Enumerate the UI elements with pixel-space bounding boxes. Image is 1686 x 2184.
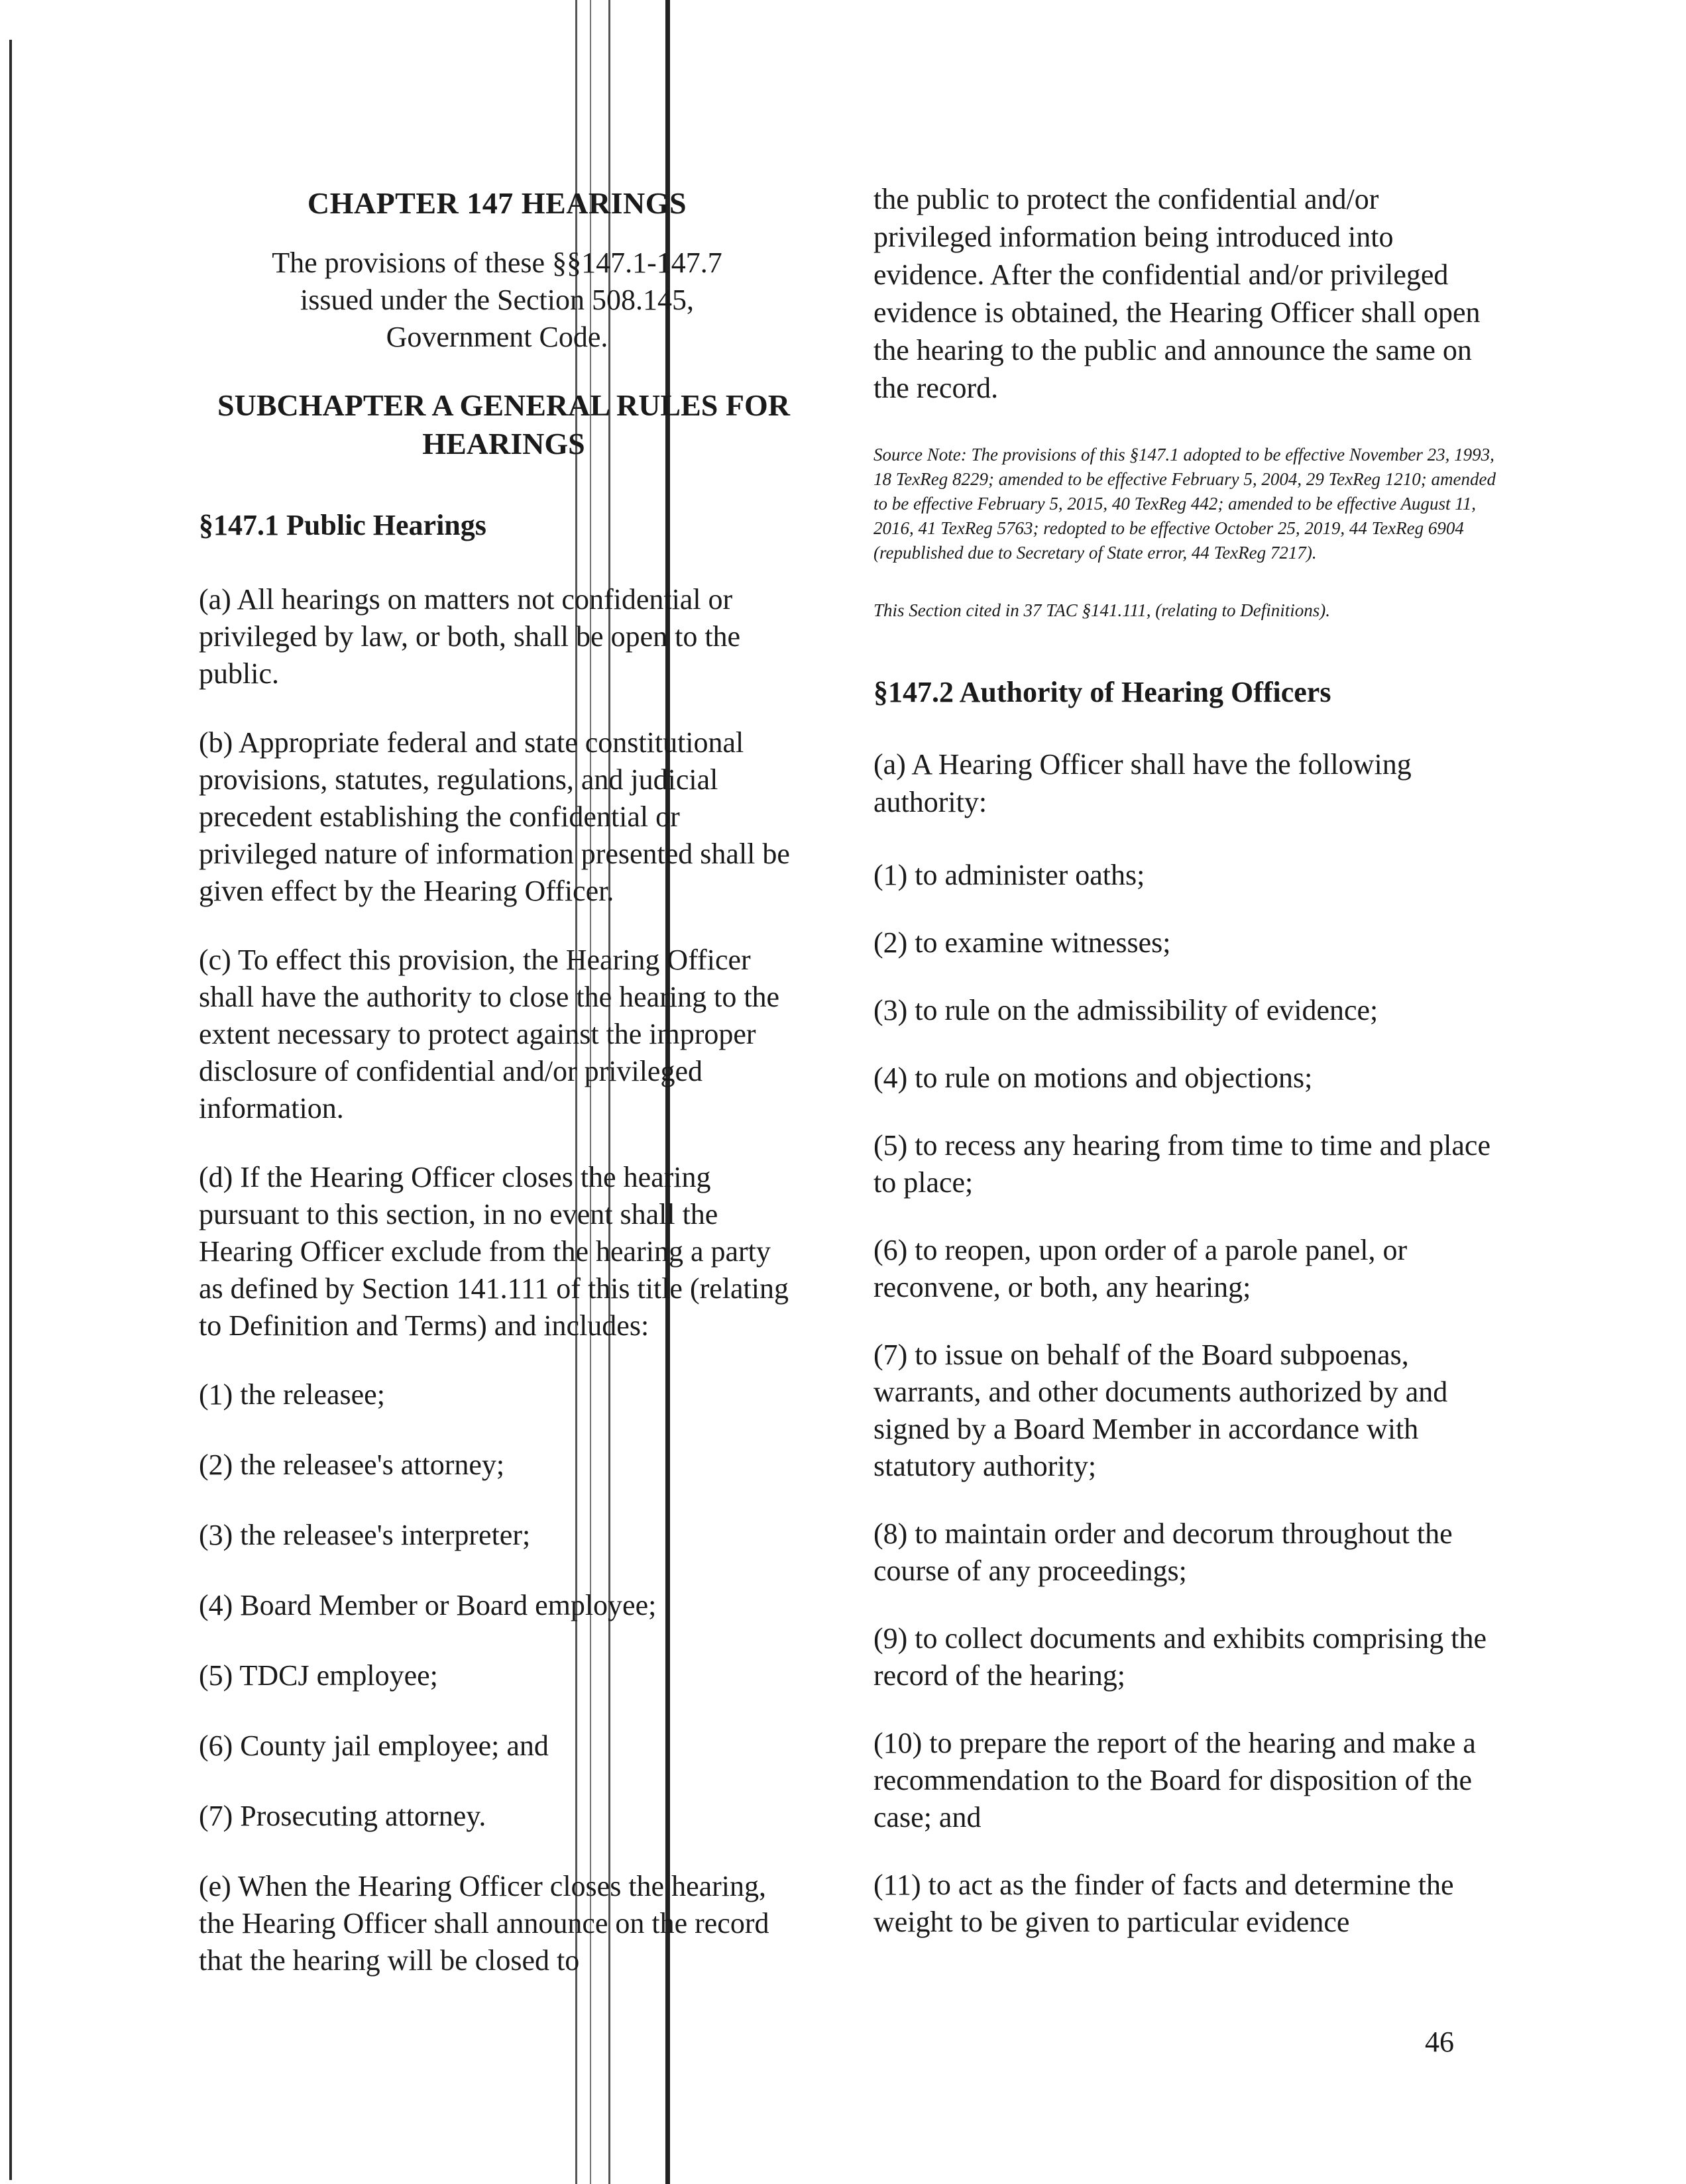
chapter-title: CHAPTER 147 HEARINGS — [307, 186, 687, 220]
list-item: (8) to maintain order and decorum throughout the course of any proceedings; — [873, 1517, 1453, 1587]
list-item: (3) the releasee's interpreter; — [199, 1519, 531, 1551]
list-item: (2) to examine witnesses; — [873, 926, 1171, 959]
left-column — [199, 186, 795, 2011]
right-column — [873, 180, 1496, 1971]
page-number: 46 — [1425, 2026, 1454, 2058]
subchapter-title: SUBCHAPTER A GENERAL RULES FOR HEARINGS — [217, 388, 790, 461]
list-item: (1) the releasee; — [199, 1378, 385, 1411]
list-item: (10) to prepare the report of the hearing and make a recommendation to the Board for disposition of the case; and — [873, 1727, 1476, 1833]
source-note: Source Note: The provisions of this §147.1 adopted to be effective November 23, 1993, 18 TexReg 8229; amended to be effective February 5, 2004, 29 TexReg 1210; amended to be effective February 5, 2015, 40 TexReg 442; amended to be effective August 11, 2016, 41 TexReg 5763; redopted to be effective October 25, 2019, 44 TexReg 6904 (republished due to Secretary of State error, 44 TexReg 7217). — [873, 445, 1496, 563]
list-item: (5) TDCJ employee; — [199, 1659, 438, 1692]
section-147-2-title: §147.2 Authority of Hearing Officers — [873, 676, 1331, 708]
paragraph-e-continued: the public to protect the confidential and/or privileged information being introduced into evidence. After the confidential and/or privileged evidence is obtained, the Hearing Officer shall open the hearing to the public and announce the same on the record. — [873, 183, 1481, 404]
list-item: (7) Prosecuting attorney. — [199, 1800, 486, 1832]
list-item: (5) to recess any hearing from time to time and place to place; — [873, 1129, 1490, 1199]
provisions-note: The provisions of these §§147.1-147.7 issued under the Section 508.145, Government Code. — [272, 246, 722, 353]
list-item: (3) to rule on the admissibility of evidence; — [873, 994, 1378, 1026]
list-item: (4) to rule on motions and objections; — [873, 1062, 1313, 1094]
list-item: (7) to issue on behalf of the Board subpoenas, warrants, and other documents authorized by and signed by a Board Member in accordance with statutory authority; — [873, 1338, 1448, 1482]
list-item: (11) to act as the finder of facts and determine the weight to be given to particular evidence — [873, 1869, 1454, 1938]
paragraph-e: (e) When the Hearing Officer closes the hearing, the Hearing Officer shall announce on the record that the hearing will be closed to — [199, 1870, 769, 1977]
list-item: (6) to reopen, upon order of a parole panel, or reconvene, or both, any hearing; — [873, 1234, 1408, 1303]
list-item: (9) to collect documents and exhibits comprising the record of the hearing; — [873, 1622, 1487, 1692]
list-item: (4) Board Member or Board employee; — [199, 1589, 657, 1621]
paragraph-d: (d) If the Hearing Officer closes the hearing pursuant to this section, in no event shall the Hearing Officer exclude from the hearing a party as defined by Section 141.111 of this title (relating to Definition and Terms) and includes: — [199, 1161, 789, 1342]
scan-artifact-left-edge — [9, 40, 12, 2180]
list-item: (2) the releasee's attorney; — [199, 1448, 505, 1481]
section-147-1-title: §147.1 Public Hearings — [199, 509, 486, 541]
list-item: (6) County jail employee; and — [199, 1729, 549, 1762]
paragraph-b: (b) Appropriate federal and state constitutional provisions, statutes, regulations, and judicial precedent establishing the confidential or privileged nature of information presented shall be given effect by the Hearing Officer. — [199, 726, 790, 907]
paragraph-a-authority: (a) A Hearing Officer shall have the following authority: — [873, 748, 1412, 818]
list-item: (1) to administer oaths; — [873, 859, 1145, 891]
cited-note: This Section cited in 37 TAC §141.111, (relating to Definitions). — [873, 600, 1330, 620]
paragraph-c: (c) To effect this provision, the Hearing Officer shall have the authority to close the hearing to the extent necessary to protect against the improper disclosure of confidential and/or privileged information. — [199, 944, 780, 1124]
paragraph-a: (a) All hearings on matters not confidential or privileged by law, or both, shall be open to the public. — [199, 583, 741, 690]
